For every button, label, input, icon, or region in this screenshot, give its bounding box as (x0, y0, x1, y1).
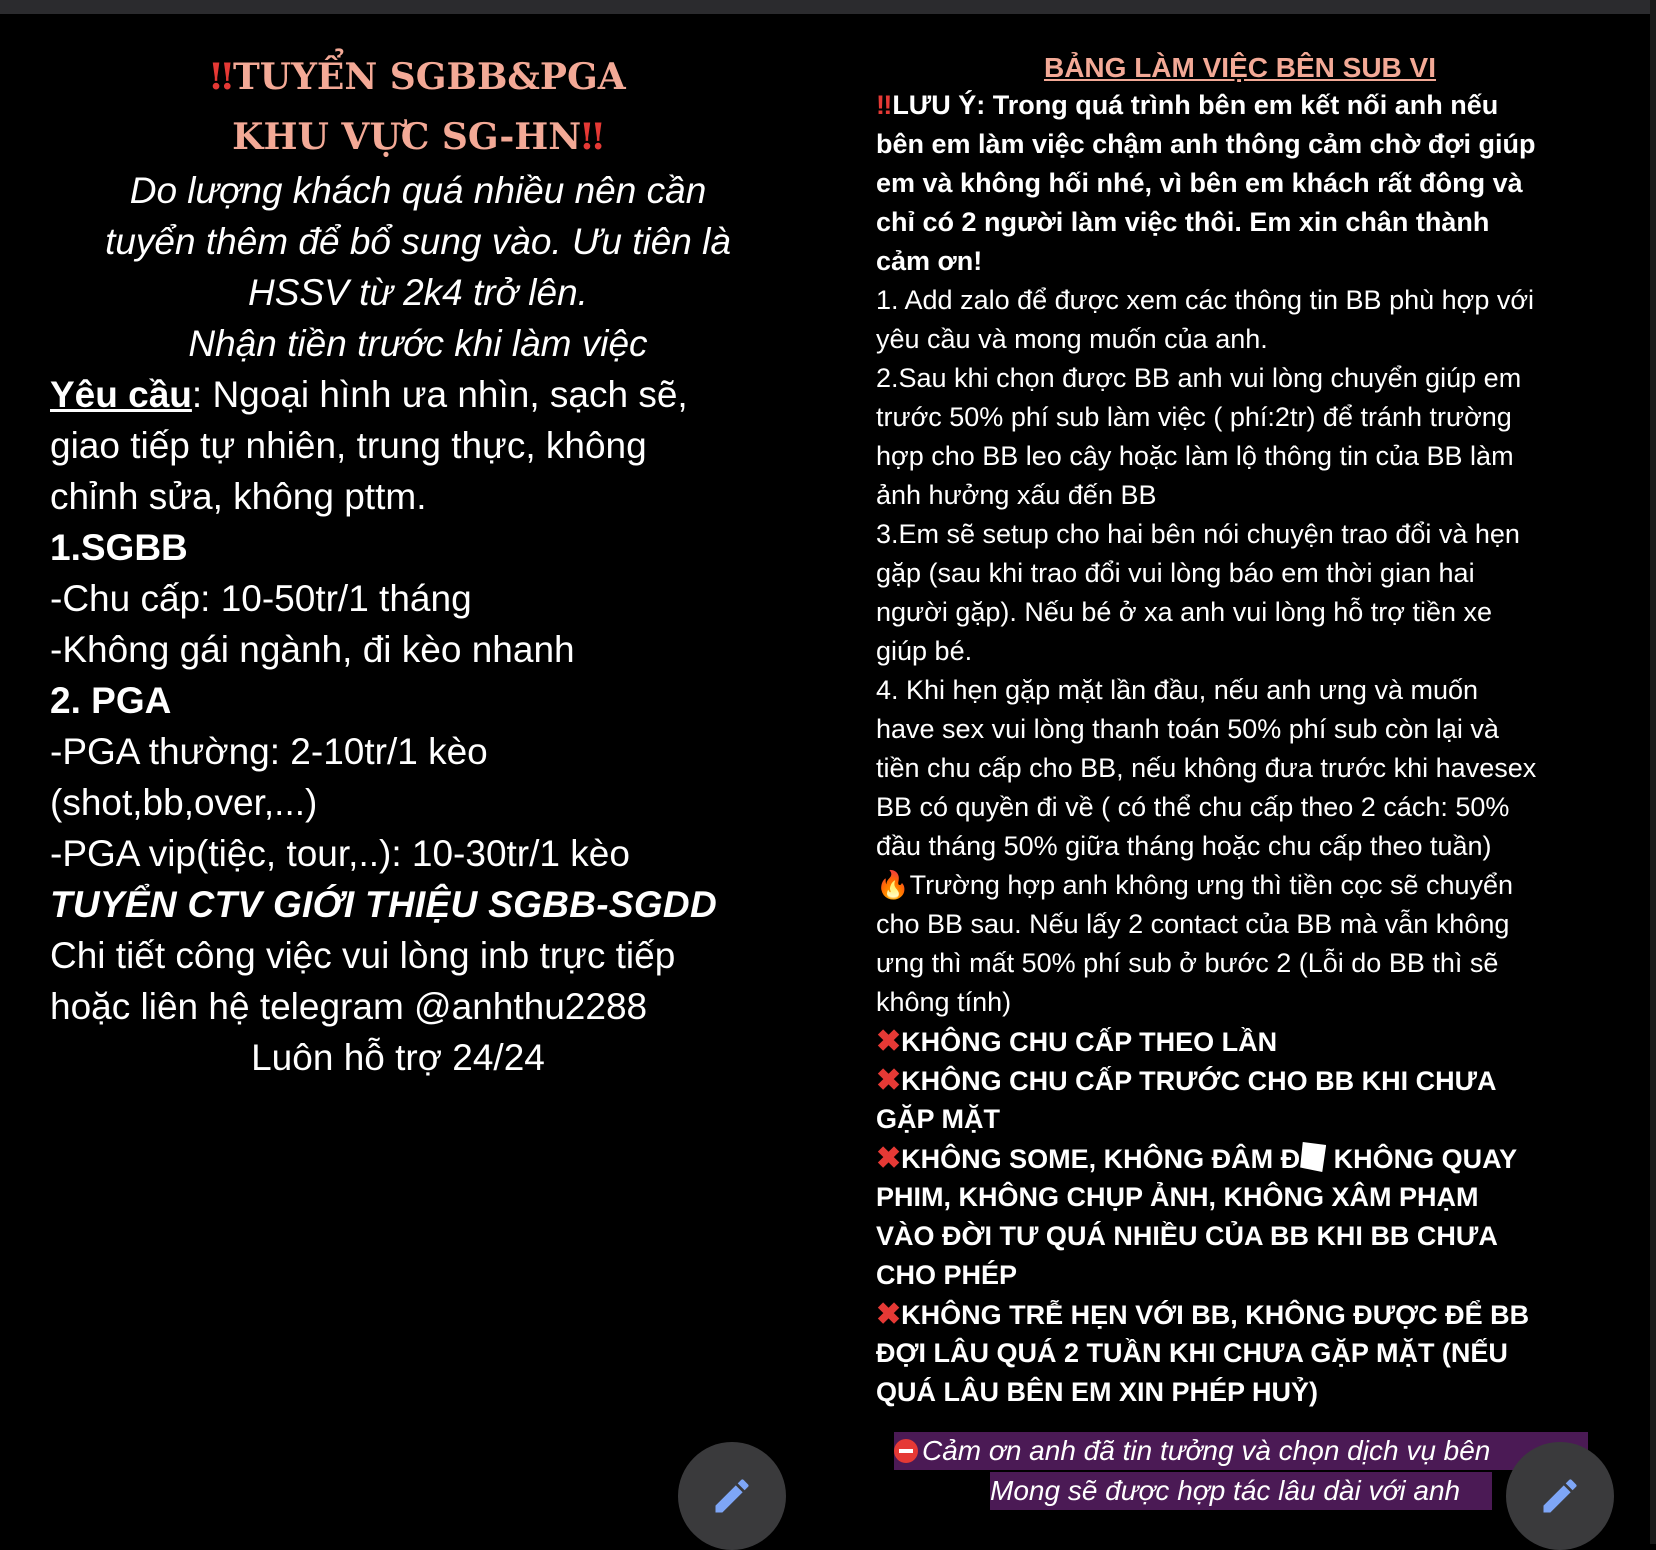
contact-line: Chi tiết công việc vui lòng inb trực tiếp (50, 935, 676, 976)
heading-1-text: TUYỂN SGBB&PGA (233, 56, 626, 98)
step-line: hợp cho BB leo cây hoặc làm lộ thông tin của BB làm (876, 441, 1514, 471)
support-line: Luôn hỗ trợ 24/24 (251, 1037, 545, 1078)
note-line: bên em làm việc chậm anh thông cảm chờ đợi giúp (876, 129, 1536, 159)
fire-icon: 🔥 (876, 870, 910, 900)
rule-text: KHÔNG QUAY (1326, 1144, 1518, 1174)
step-line: have sex vui lòng thanh toán 50% phí sub còn lại và (876, 714, 1499, 744)
right-title: BẢNG LÀM VIỆC BÊN SUB VI (1043, 52, 1437, 83)
step-line: 4. Khi hẹn gặp mặt lần đầu, nếu anh ưng và muốn (876, 675, 1479, 705)
rule-line: PHIM, KHÔNG CHỤP ẢNH, KHÔNG XÂM PHẠM (876, 1182, 1479, 1212)
right-image-panel (860, 14, 1650, 1544)
scroll-edge (1650, 0, 1656, 1544)
double-exclamation-icon: ‼ (210, 56, 234, 98)
step-line: yêu cầu và mong muốn của anh. (876, 324, 1268, 354)
step-line: trước 50% phí sub làm việc ( phí:2tr) để tránh trường (876, 402, 1512, 432)
rule-text: KHÔNG TRỄ HẸN VỚI BB, KHÔNG ĐƯỢC ĐỂ BB (901, 1300, 1530, 1330)
note-line: chỉ có 2 người làm việc thôi. Em xin chân thành (876, 207, 1490, 237)
step-line: ảnh hưởng xấu đến BB (876, 480, 1157, 510)
rule-text: KHÔNG SOME, KHÔNG ĐÂM Đ (901, 1144, 1301, 1174)
pga-item: -PGA thường: 2-10tr/1 kèo (50, 731, 488, 772)
step-line: gặp (sau khi trao đổi vui lòng báo em thời gian hai (876, 558, 1475, 588)
step-line: 1. Add zalo để được xem các thông tin BB phù hợp với (876, 285, 1535, 315)
no-entry-icon (894, 1439, 918, 1463)
pga-item: (shot,bb,over,...) (50, 782, 318, 823)
step-line: tiền chu cấp cho BB, nếu không đưa trước khi havesex (876, 753, 1537, 783)
sgbb-title: 1.SGBB (50, 527, 188, 568)
step-line: 3.Em sẽ setup cho hai bên nói chuyện trao đổi và hẹn (876, 519, 1520, 549)
pga-title: 2. PGA (50, 680, 172, 721)
rule-line (876, 1139, 1636, 1179)
pga-item: -PGA vip(tiệc, tour,..): 10-30tr/1 kèo (50, 833, 630, 874)
censor-mark (1300, 1142, 1326, 1172)
note-line (876, 86, 1636, 125)
note-line: em và không hối nhé, vì bên em khách rất đông và (876, 168, 1523, 198)
rule-text: KHÔNG CHU CẤP TRƯỚC CHO BB KHI CHƯA (901, 1066, 1497, 1096)
top-bar (0, 0, 1656, 14)
cross-mark-icon: ✖ (876, 1025, 902, 1058)
requirements-label: Yêu cầu (50, 374, 192, 415)
thanks-text: Cảm ơn anh đã tin tưởng và chọn dịch vụ bên (922, 1435, 1491, 1466)
cross-mark-icon: ✖ (876, 1142, 902, 1175)
step-line: người gặp). Nếu bé ở xa anh vui lòng hỗ trợ tiền xe (876, 597, 1493, 627)
left-heading-1 (0, 56, 836, 98)
step-line: đầu tháng 50% giữa tháng hoặc chu cấp theo tuần) (876, 831, 1492, 861)
rule-line: ĐỢI LÂU QUÁ 2 TUẦN KHI CHƯA GẶP MẶT (NẾU (876, 1338, 1508, 1368)
cross-mark-icon: ✖ (876, 1298, 902, 1331)
fire-text: Trường hợp anh không ưng thì tiền cọc sẽ chuyển (909, 870, 1514, 900)
thanks-highlight: Mong sẽ được hợp tác lâu dài với anh (990, 1472, 1492, 1510)
step-line: BB có quyền đi về ( có thể chu cấp theo 2 cách: 50% (876, 792, 1510, 822)
intro-line: Nhận tiền trước khi làm việc (188, 323, 648, 364)
intro-line: Do lượng khách quá nhiều nên cần (129, 170, 707, 211)
requirements-text: : Ngoại hình ưa nhìn, sạch sẽ, (191, 374, 688, 415)
rule-line (876, 1022, 1636, 1062)
requirements-line (50, 368, 830, 421)
rule-line: GẶP MẶT (876, 1104, 1001, 1134)
rule-line (876, 1061, 1636, 1101)
edit-button[interactable] (678, 1442, 786, 1550)
step-line: 2.Sau khi chọn được BB anh vui lòng chuyển giúp em (876, 363, 1522, 393)
double-exclamation-icon: ‼ (581, 116, 604, 158)
pencil-icon (1538, 1474, 1582, 1518)
requirements-line: giao tiếp tự nhiên, trung thực, không (50, 425, 647, 466)
fire-line: ưng thì mất 50% phí sub ở bước 2 (Lỗi do BB thì sẽ (876, 948, 1499, 978)
fire-line: không tính) (876, 987, 1012, 1017)
sgbb-item: -Chu cấp: 10-50tr/1 tháng (50, 578, 472, 619)
rule-text: KHÔNG CHU CẤP THEO LẦN (901, 1027, 1278, 1057)
sgbb-item: -Không gái ngành, đi kèo nhanh (50, 629, 575, 670)
rule-line: QUÁ LÂU BÊN EM XIN PHÉP HUỶ) (876, 1377, 1319, 1407)
requirements-line: chỉnh sửa, không pttm. (50, 476, 427, 517)
pencil-icon (710, 1474, 754, 1518)
step-line: giúp bé. (876, 636, 973, 666)
double-exclamation-icon: ‼ (876, 90, 893, 120)
rule-line (876, 1295, 1636, 1335)
note-text: LƯU Ý: Trong quá trình bên em kết nối anh nếu (892, 90, 1499, 120)
left-heading-2 (0, 116, 836, 158)
rule-line: CHO PHÉP (876, 1260, 1018, 1290)
left-image-panel (0, 14, 836, 1544)
thanks-highlight (894, 1432, 1588, 1470)
contact-line: hoặc liên hệ telegram @anhthu2288 (50, 986, 648, 1027)
cross-mark-icon: ✖ (876, 1064, 902, 1097)
fire-line: cho BB sau. Nếu lấy 2 contact của BB mà vẫn không (876, 909, 1510, 939)
edit-button[interactable] (1506, 1442, 1614, 1550)
intro-line: HSSV từ 2k4 trở lên. (248, 272, 588, 313)
rule-line: VÀO ĐỜI TƯ QUÁ NHIỀU CỦA BB KHI BB CHƯA (876, 1221, 1498, 1251)
intro-line: tuyển thêm để bổ sung vào. Ưu tiên là (105, 221, 731, 262)
note-line: cảm ơn! (876, 246, 983, 276)
heading-2-text: KHU VỰC SG-HN (232, 116, 582, 158)
fire-line (876, 866, 1636, 905)
ctv-heading: TUYỂN CTV GIỚI THIỆU SGBB-SGDD (50, 884, 717, 925)
